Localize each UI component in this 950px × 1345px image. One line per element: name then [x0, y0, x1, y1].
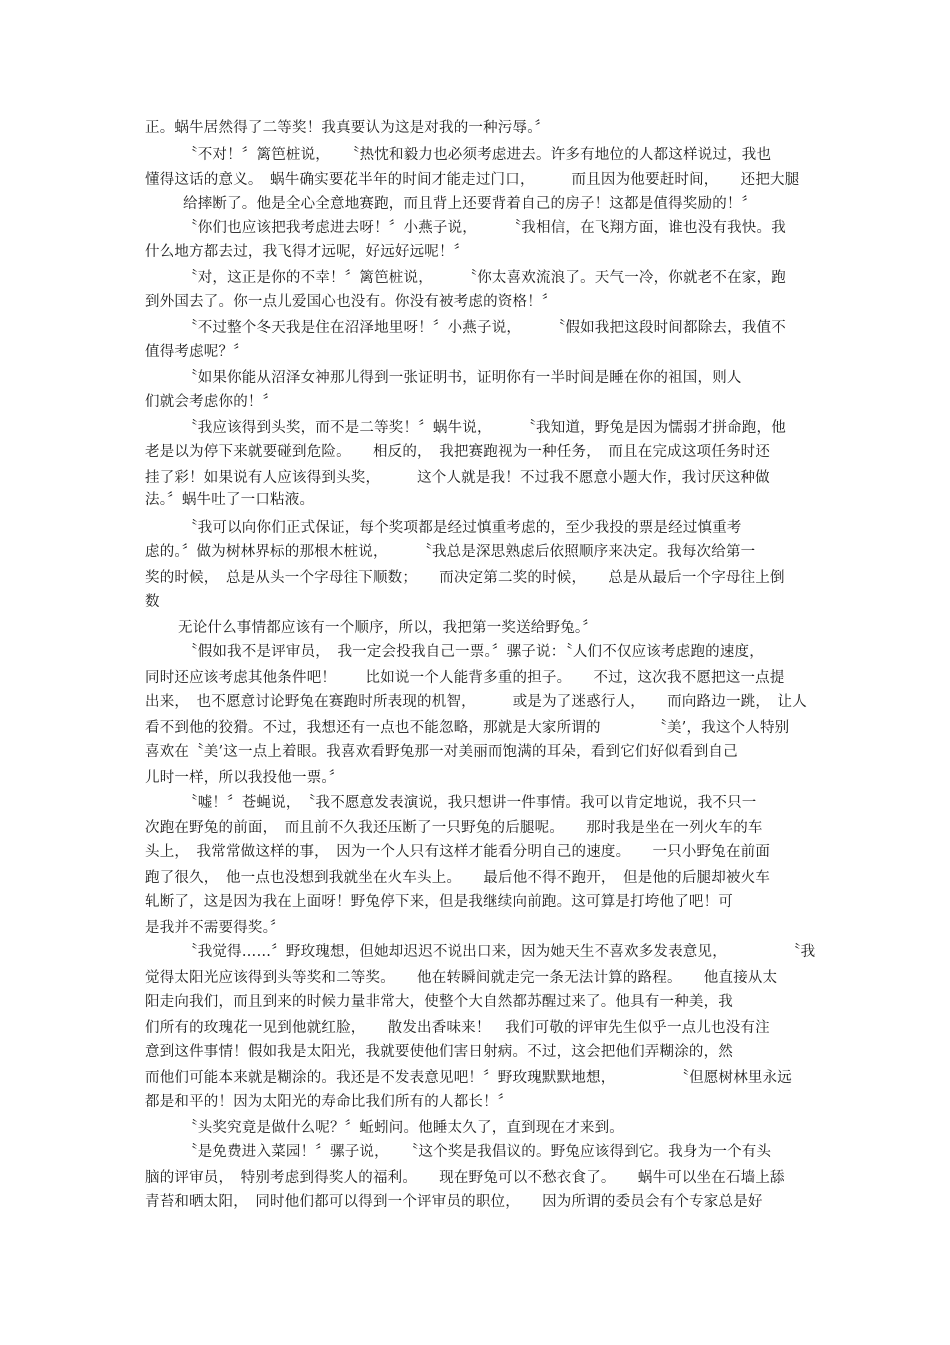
- text-line: 们就会考虑你的！〞: [145, 394, 278, 410]
- text-line: 〝我应该得到头奖，而不是二等奖！〞蜗牛说， 〝我知道，野兔是因为懦弱才拼命跑，他: [183, 420, 786, 436]
- text-line: 轧断了，这是因为我在上面呀！野兔停下来，但是我继续向前跑。这可算是打垮他了吧！可: [145, 894, 733, 910]
- text-line: 头上， 我常常做这样的事， 因为一个人只有这样才能看分明自己的速度。 一只小野兔在前面: [145, 844, 771, 860]
- text-line: 数: [145, 594, 160, 610]
- text-line: 而他们可能本来就是糊涂的。我还是不发表意见吧！〞野玫瑰默默地想， 〝但愿树林里永远: [145, 1070, 792, 1086]
- text-line: 次跑在野兔的前面， 而且前不久我还压断了一只野兔的后腿呢。 那时我是坐在一列火车的车: [145, 820, 763, 836]
- text-line: 青苔和晒太阳， 同时他们都可以得到一个评审员的职位， 因为所谓的委员会有个专家总是好: [145, 1194, 763, 1210]
- text-line: 们所有的玫瑰花一见到他就红脸， 散发出香味来！ 我们可敬的评审先生似乎一点儿也没有注: [145, 1020, 770, 1036]
- text-line: 老是以为停下来就要碰到危险。 相反的， 我把赛跑视为一种任务， 而且在完成这项任务时还: [145, 444, 771, 460]
- text-line: 〝不对！〞篱笆桩说， 〝热忱和毅力也必须考虑进去。许多有地位的人都这样说过，我也: [183, 147, 772, 163]
- text-line: 〝是免费进入菜园！〞骡子说， 〝这个奖是我倡议的。野兔应该得到它。我身为一个有头: [183, 1144, 772, 1160]
- text-line: 无论什么事情都应该有一个顺序，所以，我把第一奖送给野兔。〞: [178, 620, 598, 636]
- text-line: 看不到他的狡猾。不过，我想还有一点也不能忽略，那就是大家所谓的 〝美’，我这个人特别: [145, 720, 790, 736]
- text-line: 虑的。〞做为树林界标的那根木桩说， 〝我总是深思熟虑后依照顺序来决定。我每次给第一: [145, 544, 756, 560]
- text-line: 挂了彩！如果说有人应该得到头奖， 这个人就是我！不过我不愿意小题大作，我讨厌这种做: [145, 470, 770, 486]
- text-line: 懂得这话的意义。 蜗牛确实要花半年的时间才能走过门口， 而且因为他要赶时间， 还把大腿: [145, 172, 800, 188]
- text-line: 〝嘘！〞苍蝇说， 〝我不愿意发表演说，我只想讲一件事情。我可以肯定地说，我不只一: [183, 795, 757, 811]
- text-line: 阳走向我们，而且到来的时候力量非常大，使整个大自然都苏醒过来了。他具有一种美，我: [145, 994, 733, 1010]
- text-line: 〝我可以向你们正式保证，每个奖项都是经过慎重考虑的，至少我投的票是经过慎重考: [183, 520, 742, 536]
- text-line: 〝头奖究竟是做什么呢？〞蚯蚓问。他睡太久了，直到现在才来到。: [183, 1120, 624, 1136]
- text-line: 儿时一样，所以我投他一票。〞: [145, 770, 344, 786]
- text-line: 〝如果你能从沼泽女神那儿得到一张证明书，证明你有一半时间是睡在你的祖国，则人: [183, 370, 742, 386]
- text-line: 出来， 也不愿意讨论野兔在赛跑时所表现的机智， 或是为了迷惑行人， 而向路边一跳， 让人: [145, 694, 807, 710]
- text-line: 值得考虑呢？〞: [145, 344, 248, 360]
- text-line: 法。〞蜗牛吐了一口粘液。: [145, 492, 315, 508]
- text-line: 正。蜗牛居然得了二等奖！我真要认为这是对我的一种污辱。〞: [145, 120, 550, 136]
- text-line: 〝不过整个冬天我是住在沼泽地里呀！〞小燕子说， 〝假如我把这段时间都除去，我值不: [183, 320, 786, 336]
- text-line: 脑的评审员， 特别考虑到得奖人的福利。 现在野兔可以不愁衣食了。 蜗牛可以坐在石墙上舔: [145, 1170, 785, 1186]
- text-line: 给摔断了。他是全心全意地赛跑，而且背上还要背着自己的房子！这都是值得奖励的！〞: [183, 196, 757, 212]
- text-line: 〝对，这正是你的不幸！〞篱笆桩说， 〝你太喜欢流浪了。天气一冷，你就老不在家，跑: [183, 270, 786, 286]
- text-line: 是我并不需要得奖。〞: [145, 920, 285, 936]
- text-line: 〝假如我不是评审员， 我一定会投我自己一票。〞骡子说：〝人们不仅应该考虑跑的速度，: [183, 644, 764, 660]
- text-line: 喜欢在〝美’这一点上着眼。我喜欢看野兔那一对美丽而饱满的耳朵，看到它们好似看到自己: [145, 744, 738, 760]
- text-line: 〝我觉得……〞野玫瑰想，但她却迟迟不说出口来，因为她天生不喜欢多发表意见， 〝我: [183, 944, 816, 960]
- text-line: 奖的时候， 总是从头一个字母往下顺数； 而决定第二奖的时候， 总是从最后一个字母往上倒: [145, 570, 785, 586]
- text-line: 什么地方都去过，我飞得才远呢，好远好远呢！〞: [145, 244, 469, 260]
- text-line: 〝你们也应该把我考虑进去呀！〞小燕子说， 〝我相信，在飞翔方面，谁也没有我快。我: [183, 220, 786, 236]
- text-line: 跑了很久， 他一点也没想到我就坐在火车头上。 最后他不得不跑开， 但是他的后腿却被火车: [145, 870, 771, 886]
- text-line: 意到这件事情！假如我是太阳光，我就要使他们害日射病。不过，这会把他们弄糊涂的，然: [145, 1044, 733, 1060]
- text-line: 到外国去了。你一点儿爱国心也没有。你没有被考虑的资格！〞: [145, 294, 557, 310]
- text-line: 同时还应该考虑其他条件吧！ 比如说一个人能背多重的担子。 不过，这次我不愿把这一点提: [145, 670, 785, 686]
- text-line: 都是和平的！因为太阳光的寿命比我们所有的人都长！〞: [145, 1094, 513, 1110]
- text-line: 觉得太阳光应该得到头等奖和二等奖。 他在转瞬间就走完一条无法计算的路程。 他直接从太: [145, 970, 778, 986]
